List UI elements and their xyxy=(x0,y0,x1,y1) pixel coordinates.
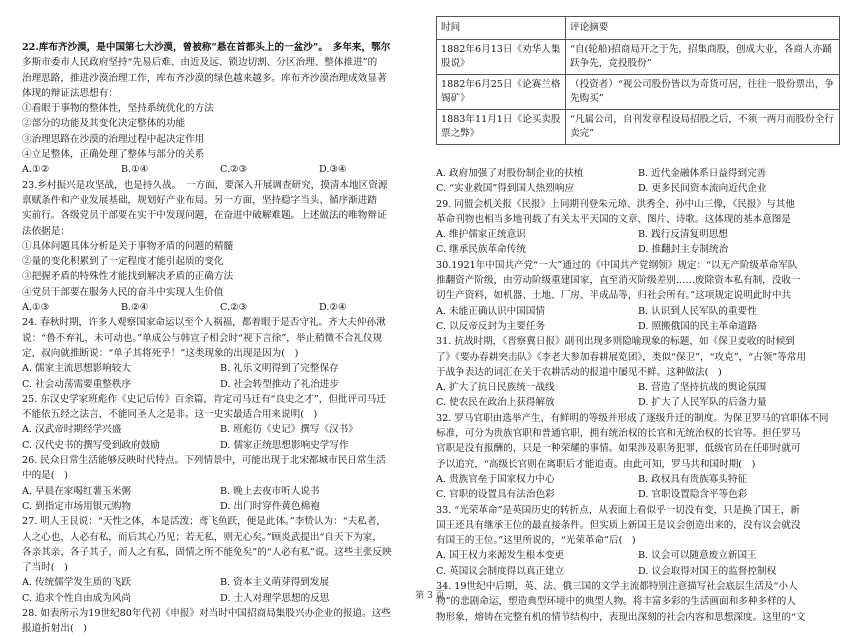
question-28-options xyxy=(436,166,840,197)
question-32-line: 32. 罗马官职由选举产生，有鲜明的等级并形成了逐级升迁的制度。为保卫罗马的官职体不同 xyxy=(436,412,829,424)
option-b: B.②④ xyxy=(121,302,149,314)
option-b: B. 班彪仿《史记》撰写《汉书》 xyxy=(220,424,358,436)
question-25-line: 不能依五经之法言，不能同圣人之是非。这一史实最适合用来说明( ) xyxy=(22,409,318,421)
question-29 xyxy=(436,197,840,258)
question-32-line: 标准，可分为贵族官职和普通官职，拥有统治权的长官和无统治权的长官等。担任罗马 xyxy=(436,428,801,440)
question-29-line: 革命刊物也相当多地刊载了有关太平天国的文章、图片、诗歌。这体现的基本意图是 xyxy=(436,213,791,225)
question-24-line: 定，叔向就推断说：“单子其将死乎！”这类现象的出现是因为( ) xyxy=(22,347,299,359)
question-24-line: 24. 春秋时期，许多人观察国家命运以至个人祸福，都着眼于是否守礼。齐大夫仲孙湫 xyxy=(22,317,386,329)
question-27-line: 各亲其亲，各子其子，而人之有私，固情之所不能免矣”的“人必有私”说。这些主张反映 xyxy=(22,546,392,558)
option-c: C. 官职的设置具有法治色彩 xyxy=(436,489,555,501)
question-26 xyxy=(22,453,418,514)
question-23-line: 23.乡村振兴是攻坚战，也是持久战。 一方面，要深入开展调查研究，摸清本地区资源 xyxy=(22,179,388,191)
question-33-line: 33. “光荣革命”是英国历史的转折点，从表面上看似乎一切没有变，只是换了国王，新 xyxy=(436,504,800,516)
option-a: A. 未能正确认识中国国情 xyxy=(436,305,545,317)
question-31-line: 31. 抗战时期，《晋察冀日报》副刊出现多则隐喻现象的标题，如《保卫麦收的时候到 xyxy=(436,336,795,348)
question-32-line: 予以追究，“高级长官则在离职后才能追责。由此可知，罗马共和国时期( ) xyxy=(436,458,756,470)
question-25-line: 25. 东汉史学家班彪作《史记后传》百余篇，肯定司马迁有“良史之才”，但批评司马迁 xyxy=(22,393,386,405)
option-b: B. 政权具有贵族寡头特征 xyxy=(638,473,748,485)
statement-item: ④党员干部要在服务人民的奋斗中实现人生价值 xyxy=(22,286,224,298)
question-28-line: 28. 如表所示为19世纪80年代初《申报》对当时中国招商局集股兴办企业的报道。这些 xyxy=(22,607,391,619)
option-d: D. 士人对理学思想的反思 xyxy=(220,592,330,604)
option-a: A. 国王权力来源发生根本变更 xyxy=(436,550,565,562)
newspaper-reports-table xyxy=(436,16,840,145)
option-d: D. 照搬俄国的民主革命道路 xyxy=(638,320,757,332)
answer-options xyxy=(436,548,840,579)
question-26-line: 26. 民众日常生活能够反映时代特点。下列情景中，可能出现于北宋都城市民日常生活 xyxy=(22,455,386,467)
question-31 xyxy=(436,334,840,410)
option-c: C.②③ xyxy=(220,302,248,314)
question-32 xyxy=(436,411,840,503)
table-cell-summary: “凡属公司，自刊发章程设局招股之后，不须一两月而股份全行卖完” xyxy=(566,110,840,145)
option-d: D.②④ xyxy=(319,302,347,314)
statement-item: ③治理思路在沙漠的治理过程中起决定作用 xyxy=(22,133,205,145)
statement-item: ③把握矛盾的特殊性才能找到解决矛盾的正确方法 xyxy=(22,271,234,283)
option-c: C. 以反帝反封为主要任务 xyxy=(436,320,546,332)
option-b: B. 认识到人民军队的重要性 xyxy=(638,305,757,317)
table-cell-summary: “自(轮船)招商局开之于先，招集商股，创成大业，各商人亦踊跃争先，竞投股份” xyxy=(566,40,840,75)
option-d: D. 出门时穿件黄色棉袍 xyxy=(220,500,320,512)
right-column xyxy=(436,166,840,625)
option-c: C. 追求个性自由成为风尚 xyxy=(22,592,132,604)
option-d: D. 社会转型推动了礼治进步 xyxy=(220,378,339,390)
option-b: B. 礼乐文明得到了完整保存 xyxy=(220,363,339,375)
question-33-line: 有国王的王位。”这里所说的，“光荣革命”后( ) xyxy=(436,535,636,547)
answer-options xyxy=(436,380,840,411)
question-32-line: 官职是没有报酬的，只是一种荣耀的事情。如果涉及职务犯罪，低级官员在任职时就可 xyxy=(436,443,801,455)
option-a: A. 贵族官垒于国家权力中心 xyxy=(436,473,555,485)
statement-item: ②量的变化积累到了一定程度才能引起质的变化 xyxy=(22,256,224,268)
table-cell-summary: （投资者）“视公司股份皆以为奇货可居，往往一股份票出，争先购买” xyxy=(566,75,840,110)
option-a: A. 传统儒学发生质的飞跃 xyxy=(22,577,131,589)
option-d: D. 议会取得对国王的监督控制权 xyxy=(638,565,777,577)
option-c: C. 社会动荡需要重整秩序 xyxy=(22,378,132,390)
question-22-line: 体现的辩证法思想有： xyxy=(22,87,118,99)
question-30-line: 30.1921年中国共产党“一大”通过的《中国共产党纲领》规定：“以无产阶级革命军队 xyxy=(436,259,798,271)
option-c: C.②③ xyxy=(220,164,248,176)
question-34 xyxy=(436,579,840,625)
table-cell-time: 1883年11月1日《论买卖股票之弊》 xyxy=(437,110,566,145)
question-34-line: 物形象，熔铸在完整有机的情节结构中，表现出深刻的社会内容和思想深度。这里的“文 xyxy=(436,611,806,623)
option-a: A.①③ xyxy=(22,302,50,314)
option-a: A. 扩大了抗日民族统一战线 xyxy=(436,382,555,394)
option-a: A. 儒家主流思想影响较大 xyxy=(22,363,131,375)
question-25 xyxy=(22,392,418,453)
answer-options xyxy=(22,484,418,515)
question-34-line: 物”的悲剧命运，塑造典型环境中的典型人物。将丰富多彩的生活画面和多种多样的人 xyxy=(436,596,796,608)
option-c: C. “实业救国”得到国人热烈响应 xyxy=(436,183,575,195)
option-a: A. 维护儒家正统意识 xyxy=(436,229,526,241)
statement-item: ①具体问题具体分析是关于事物矛盾的问题的精髓 xyxy=(22,240,234,252)
statement-item: ①看眼于事物的整体性，坚持系统优化的方法 xyxy=(22,103,214,115)
answer-options xyxy=(22,300,418,315)
question-28 xyxy=(22,606,418,637)
question-31-line: 了》《要办春耕突击队》《李老大参加春耕展览团》，类似“保卫”，“攻克”，“占领”等常用 xyxy=(436,351,806,363)
table-cell-time: 1882年6月25日《论赛兰格锡矿》 xyxy=(437,75,566,110)
table-row xyxy=(437,110,840,145)
option-d: D. 更多民间资本流向近代企业 xyxy=(638,183,767,195)
question-27-line: 人之心也，人必有私，而后其心乃见；若无私，则无心矣。”顾炎武提出“自天下为家， xyxy=(22,531,382,543)
option-c: C. 汉代史书的撰写受到政府鼓励 xyxy=(22,439,160,451)
question-23-line: 法依据是： xyxy=(22,225,70,237)
question-22 xyxy=(22,40,418,178)
answer-options xyxy=(436,472,840,503)
table-header-summary: 评论摘要 xyxy=(566,17,840,40)
statement-item: ②部分的功能及其变化决定整体的功能 xyxy=(22,118,186,130)
question-28-line: 报道折射出( ) xyxy=(22,623,88,635)
option-b: B. 议会可以随意废立新国王 xyxy=(638,550,757,562)
question-22-line: 22.库布齐沙漠，是中国第七大沙漠，曾被称“悬在首都头上的一盆沙”。 多年来，鄂尔 xyxy=(22,42,391,53)
option-a: A.①② xyxy=(22,164,50,176)
table-header-row xyxy=(437,17,840,40)
question-29-line: 29. 同盟会机关报《民报》上同期刊登朱元璋、洪秀全、孙中山三像，《民报》与其他 xyxy=(436,198,795,210)
option-d: D. 官职设置隐含平等色彩 xyxy=(638,489,748,501)
option-a: A. 汉武帝时期经学兴盛 xyxy=(22,424,122,436)
left-column xyxy=(22,40,418,637)
option-d: D.③④ xyxy=(319,164,347,176)
table-row xyxy=(437,40,840,75)
option-a: A. 政府加强了对股份制企业的扶植 xyxy=(436,168,584,179)
option-d: D. 儒家正统思想影响史学写作 xyxy=(220,439,349,451)
question-26-line: 中的是( ) xyxy=(22,470,68,482)
option-b: B. 资本主义萌芽得到发展 xyxy=(220,577,330,589)
option-d: D. 推翻封主专制统治 xyxy=(638,244,729,256)
option-b: B. 晚上去夜市听人说书 xyxy=(220,485,320,497)
answer-options xyxy=(22,422,418,453)
option-c: C. 继承民族革命传统 xyxy=(436,244,526,256)
question-24-line: 说：“鲁不弃礼，未可动也。”单成公与韩宣子相会时“视下言徐”，举止稍微不合礼仪规 xyxy=(22,332,383,344)
option-d: D. 扩大了人民军队的后备力量 xyxy=(638,397,767,409)
option-b: B. 践行反清复明思想 xyxy=(638,229,728,241)
question-33 xyxy=(436,503,840,579)
option-b: B. 近代金融体系日益得到完善 xyxy=(638,168,767,179)
option-c: C. 英国议会制度得以真正建立 xyxy=(436,565,565,577)
option-b: B.①④ xyxy=(121,164,149,176)
statement-item: ④立足整体，正确处理了整体与部分的关系 xyxy=(22,149,205,161)
question-30-line: 切生产资料，如机器、土地、厂房、半成品等，归社会所有。”这项规定说明此时中共 xyxy=(436,290,792,302)
answer-options xyxy=(22,162,418,177)
question-23-line: 禀赋条件和产业发展基础，规划好产业布局。另一方面，坚持稳字当头、循序渐进踏 xyxy=(22,194,377,206)
option-b: B. 营造了坚持抗战的舆论氛围 xyxy=(638,382,767,394)
answer-options xyxy=(436,304,840,335)
option-c: C. 使农民在政治上获得解放 xyxy=(436,397,555,409)
question-24 xyxy=(22,315,418,391)
question-22-line: 多斯市委市人民政府坚持“先易后难、由近及远、锁边切割、分区治理、整体推进”的 xyxy=(22,57,378,69)
question-23-line: 实前行。各级党员干部要在实干中发现问题，在奋进中破解难题。上述做法的唯物辩证 xyxy=(22,210,387,222)
answer-options xyxy=(436,227,840,258)
question-31-line: 于战争表达的词汇在关于农耕活动的报道中屡见不鲜。这种做法( ) xyxy=(436,366,722,378)
table-cell-time: 1882年6月13日《劝华人集股说》 xyxy=(437,40,566,75)
table-row xyxy=(437,75,840,110)
question-33-line: 国王还具有继承王位的最直接条件。但实质上新国王是议会创造出来的，没有议会就没 xyxy=(436,519,801,531)
question-27-line: 27. 明人王艮说：“天性之体，本是活泼；鸢飞鱼跃，便是此体。”李贽认为：“夫私者， xyxy=(22,516,387,528)
question-23 xyxy=(22,178,418,316)
page-number: 第 3 页 xyxy=(415,591,445,601)
table-header-time: 时间 xyxy=(437,17,566,40)
question-27-line: 了当时( ) xyxy=(22,562,68,574)
option-c: C. 到指定市场用银元购物 xyxy=(22,500,132,512)
question-30 xyxy=(436,258,840,334)
question-30-line: 推翻资产阶级，由劳动阶级重建国家，直至消灭阶级差别……废除资本私有制，没收一 xyxy=(436,275,801,287)
question-34-line: 34. 19世纪中后期，英、法、俄三国的文学主流都特别注意描写社会底层生活及“小人 xyxy=(436,581,798,593)
option-a: A. 早晨在家喝红薯玉米粥 xyxy=(22,485,131,497)
question-22-line: 治理思路，推进沙漠治理工作，库布齐沙漠的绿色越来越多。库布齐沙漠治理成效显著 xyxy=(22,72,387,84)
answer-options xyxy=(22,361,418,392)
